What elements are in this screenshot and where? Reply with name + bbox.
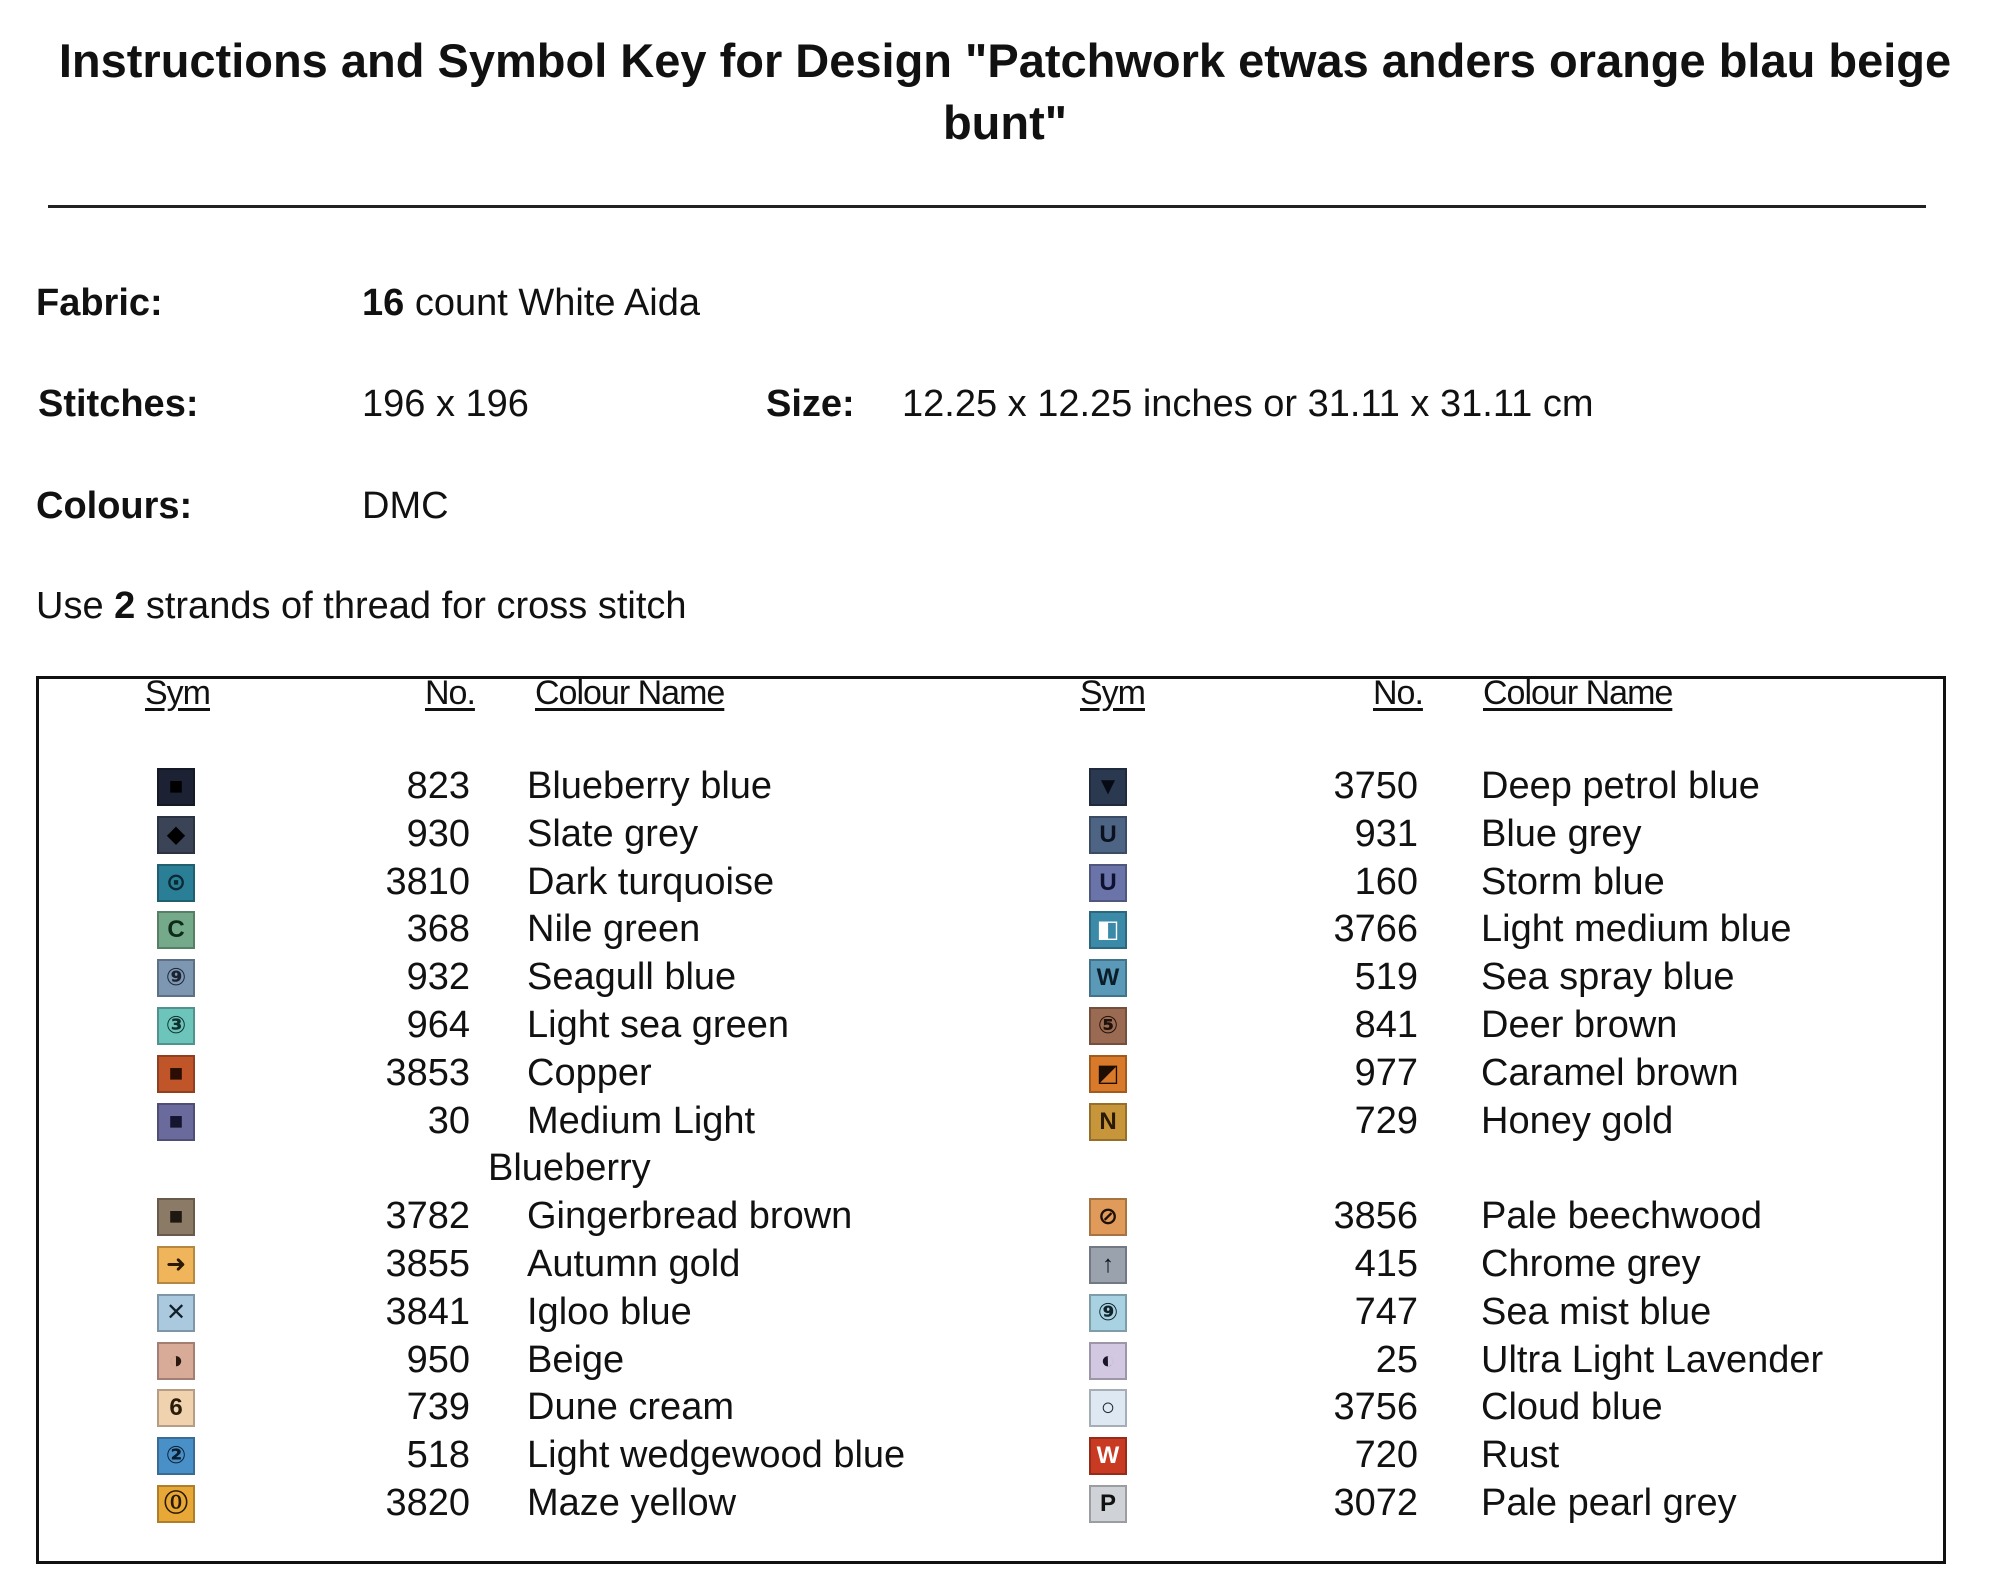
colour-name: Deep petrol blue: [1481, 765, 1760, 807]
colour-name: Gingerbread brown: [527, 1195, 853, 1238]
colour-name: Nile green: [527, 908, 701, 951]
table-row-continuation: [0, 1147, 2000, 1194]
symbol-swatch-icon: [1089, 1437, 1127, 1475]
colour-name: Igloo blue: [527, 1290, 692, 1333]
dmc-number: 747: [1354, 1290, 1418, 1333]
symbol-glyph: U: [1099, 820, 1117, 848]
fabric-label: Fabric:: [36, 282, 163, 324]
symbol-glyph: ▼: [1096, 773, 1120, 800]
colour-name: Deer brown: [1481, 1004, 1678, 1046]
colour-name: Dark turquoise: [527, 860, 775, 903]
symbol-glyph: ⊙: [165, 868, 187, 896]
table-row: [0, 1291, 2000, 1338]
table-row: [0, 861, 2000, 908]
dmc-number: 841: [1354, 1004, 1418, 1046]
header-sym-left: Sym: [145, 674, 210, 712]
table-row: [0, 956, 2000, 1003]
symbol-swatch-icon: [1089, 1342, 1127, 1380]
symbol-swatch-icon: [1089, 864, 1127, 902]
dmc-number: 729: [1354, 1099, 1418, 1142]
colours-label: Colours:: [36, 485, 193, 527]
fabric-count: 16: [362, 282, 405, 324]
dmc-number: 3750: [1333, 765, 1418, 807]
dmc-number: 519: [1354, 956, 1418, 999]
symbol-glyph: C: [167, 916, 185, 944]
symbol-glyph: 6: [169, 1394, 183, 1422]
symbol-glyph: ⑨: [1097, 1298, 1119, 1326]
colour-name: Sea spray blue: [1481, 956, 1735, 999]
colour-name: Light sea green: [527, 1004, 789, 1046]
strands-pre: Use: [36, 585, 104, 627]
dmc-number: 518: [406, 1434, 470, 1477]
symbol-glyph: ○: [1100, 1394, 1116, 1422]
colours-value: DMC: [362, 485, 449, 527]
symbol-glyph: ⓪: [164, 1490, 188, 1517]
dmc-number: 964: [406, 1004, 470, 1046]
symbol-glyph: ■: [168, 1059, 184, 1087]
dmc-number: 3820: [385, 1482, 470, 1524]
header-name-right: Colour Name: [1483, 674, 1673, 712]
dmc-number: 30: [427, 1099, 470, 1142]
stitches-value: 196 x 196: [362, 383, 529, 425]
symbol-swatch-icon: [1089, 1198, 1127, 1236]
dmc-number: 932: [406, 956, 470, 999]
colour-name: Ultra Light Lavender: [1481, 1338, 1824, 1381]
dmc-number: 3853: [385, 1051, 470, 1094]
colour-name: Storm blue: [1481, 860, 1665, 903]
colour-name: Honey gold: [1481, 1099, 1674, 1142]
dmc-number: 3855: [385, 1243, 470, 1285]
table-row: [0, 813, 2000, 860]
colour-name: Caramel brown: [1481, 1051, 1739, 1094]
colour-name: Rust: [1481, 1434, 1560, 1477]
colour-name: Autumn gold: [527, 1243, 741, 1285]
table-row: [0, 1482, 2000, 1529]
table-row: [0, 1004, 2000, 1051]
table-row: [0, 1434, 2000, 1481]
stitches-label: Stitches:: [38, 383, 199, 425]
dmc-number: 415: [1354, 1243, 1418, 1285]
colour-name-continued: Blueberry: [488, 1147, 651, 1190]
table-row: [0, 1195, 2000, 1242]
title-divider: [48, 205, 1926, 208]
dmc-number: 823: [406, 765, 470, 807]
symbol-glyph: ➜: [165, 1251, 187, 1278]
fabric-text: count White Aida: [414, 282, 701, 324]
dmc-number: 3766: [1333, 908, 1418, 951]
table-row: [0, 1386, 2000, 1433]
dmc-number: 950: [406, 1338, 470, 1381]
symbol-glyph: N: [1099, 1107, 1117, 1135]
header-sym-right: Sym: [1080, 674, 1145, 712]
strands-instruction: [36, 585, 687, 628]
symbol-glyph: ⊘: [1097, 1203, 1119, 1231]
size-value: 12.25 x 12.25 inches or 31.11 x 31.11 cm: [902, 383, 1594, 425]
symbol-glyph: ↑: [1102, 1251, 1114, 1278]
colour-name: Medium Light: [527, 1099, 756, 1142]
colour-name: Beige: [527, 1338, 625, 1381]
symbol-glyph: ■: [168, 773, 184, 800]
colour-name: Maze yellow: [527, 1482, 737, 1524]
symbol-glyph: ✕: [165, 1298, 187, 1326]
dmc-number: 720: [1354, 1434, 1418, 1477]
symbol-swatch-icon: [1089, 816, 1127, 854]
colour-name: Blue grey: [1481, 812, 1642, 855]
dmc-number: 160: [1354, 860, 1418, 903]
colour-name: Pale pearl grey: [1481, 1482, 1737, 1524]
colour-name: Seagull blue: [527, 956, 737, 999]
symbol-swatch-icon: [1089, 768, 1127, 806]
table-row: [0, 1243, 2000, 1290]
symbol-glyph: W: [1096, 1442, 1120, 1470]
symbol-swatch-icon: [1089, 1485, 1127, 1523]
table-row: [0, 1339, 2000, 1386]
symbol-glyph: ②: [165, 1442, 187, 1470]
dmc-number: 25: [1375, 1338, 1418, 1381]
colour-name: Light medium blue: [1481, 908, 1792, 951]
table-row: [0, 1100, 2000, 1147]
symbol-glyph: W: [1096, 964, 1120, 992]
colour-name: Cloud blue: [1481, 1386, 1663, 1429]
symbol-glyph: ◧: [1096, 916, 1120, 944]
symbol-glyph: P: [1099, 1490, 1116, 1517]
header-name-left: Colour Name: [535, 674, 725, 712]
header-no-left: No.: [425, 674, 475, 712]
dmc-number: 977: [1354, 1051, 1418, 1094]
dmc-number: 368: [406, 908, 470, 951]
symbol-glyph: ◐: [1100, 1346, 1116, 1374]
page-title: Instructions and Symbol Key for Design "Patchwork etwas anders orange blau beige bunt": [58, 34, 1952, 149]
symbol-glyph: ◑: [168, 1346, 184, 1374]
size-label: Size:: [766, 383, 855, 425]
symbol-swatch-icon: [1089, 1389, 1127, 1427]
dmc-number: 3810: [385, 860, 470, 903]
dmc-number: 3841: [385, 1290, 470, 1333]
fabric-value: [362, 282, 700, 325]
symbol-swatch-icon: [1089, 1055, 1127, 1093]
symbol-swatch-icon: [1089, 1294, 1127, 1332]
symbol-swatch-icon: [1089, 911, 1127, 949]
table-row: [0, 1052, 2000, 1099]
symbol-glyph: U: [1099, 868, 1117, 896]
symbol-swatch-icon: [1089, 959, 1127, 997]
dmc-number: 931: [1354, 812, 1418, 855]
dmc-number: 3782: [385, 1195, 470, 1238]
header-no-right: No.: [1373, 674, 1423, 712]
dmc-number: 739: [406, 1386, 470, 1429]
symbol-glyph: ⑤: [1097, 1012, 1119, 1039]
colour-name: Blueberry blue: [527, 765, 773, 807]
colour-name: Pale beechwood: [1481, 1195, 1762, 1238]
strands-post: strands of thread for cross stitch: [145, 585, 687, 627]
symbol-glyph: ③: [165, 1012, 187, 1039]
symbol-swatch-icon: [1089, 1103, 1127, 1141]
dmc-number: 3072: [1333, 1482, 1418, 1524]
colour-name: Light wedgewood blue: [527, 1434, 906, 1477]
symbol-glyph: ◩: [1096, 1059, 1120, 1087]
dmc-number: 3756: [1333, 1386, 1418, 1429]
colour-name: Sea mist blue: [1481, 1290, 1712, 1333]
symbol-glyph: ■: [168, 1203, 184, 1231]
table-row: [0, 765, 2000, 812]
colour-name: Slate grey: [527, 812, 699, 855]
colour-name: Copper: [527, 1051, 652, 1094]
dmc-number: 930: [406, 812, 470, 855]
symbol-glyph: ◆: [166, 820, 186, 848]
colour-name: Chrome grey: [1481, 1243, 1701, 1285]
symbol-swatch-icon: [1089, 1007, 1127, 1045]
strands-count: 2: [114, 585, 136, 627]
symbol-swatch-icon: [1089, 1246, 1127, 1284]
table-row: [0, 908, 2000, 955]
dmc-number: 3856: [1333, 1195, 1418, 1238]
colour-name: Dune cream: [527, 1386, 734, 1429]
symbol-glyph: ⑨: [165, 964, 187, 992]
symbol-glyph: ■: [168, 1107, 184, 1135]
